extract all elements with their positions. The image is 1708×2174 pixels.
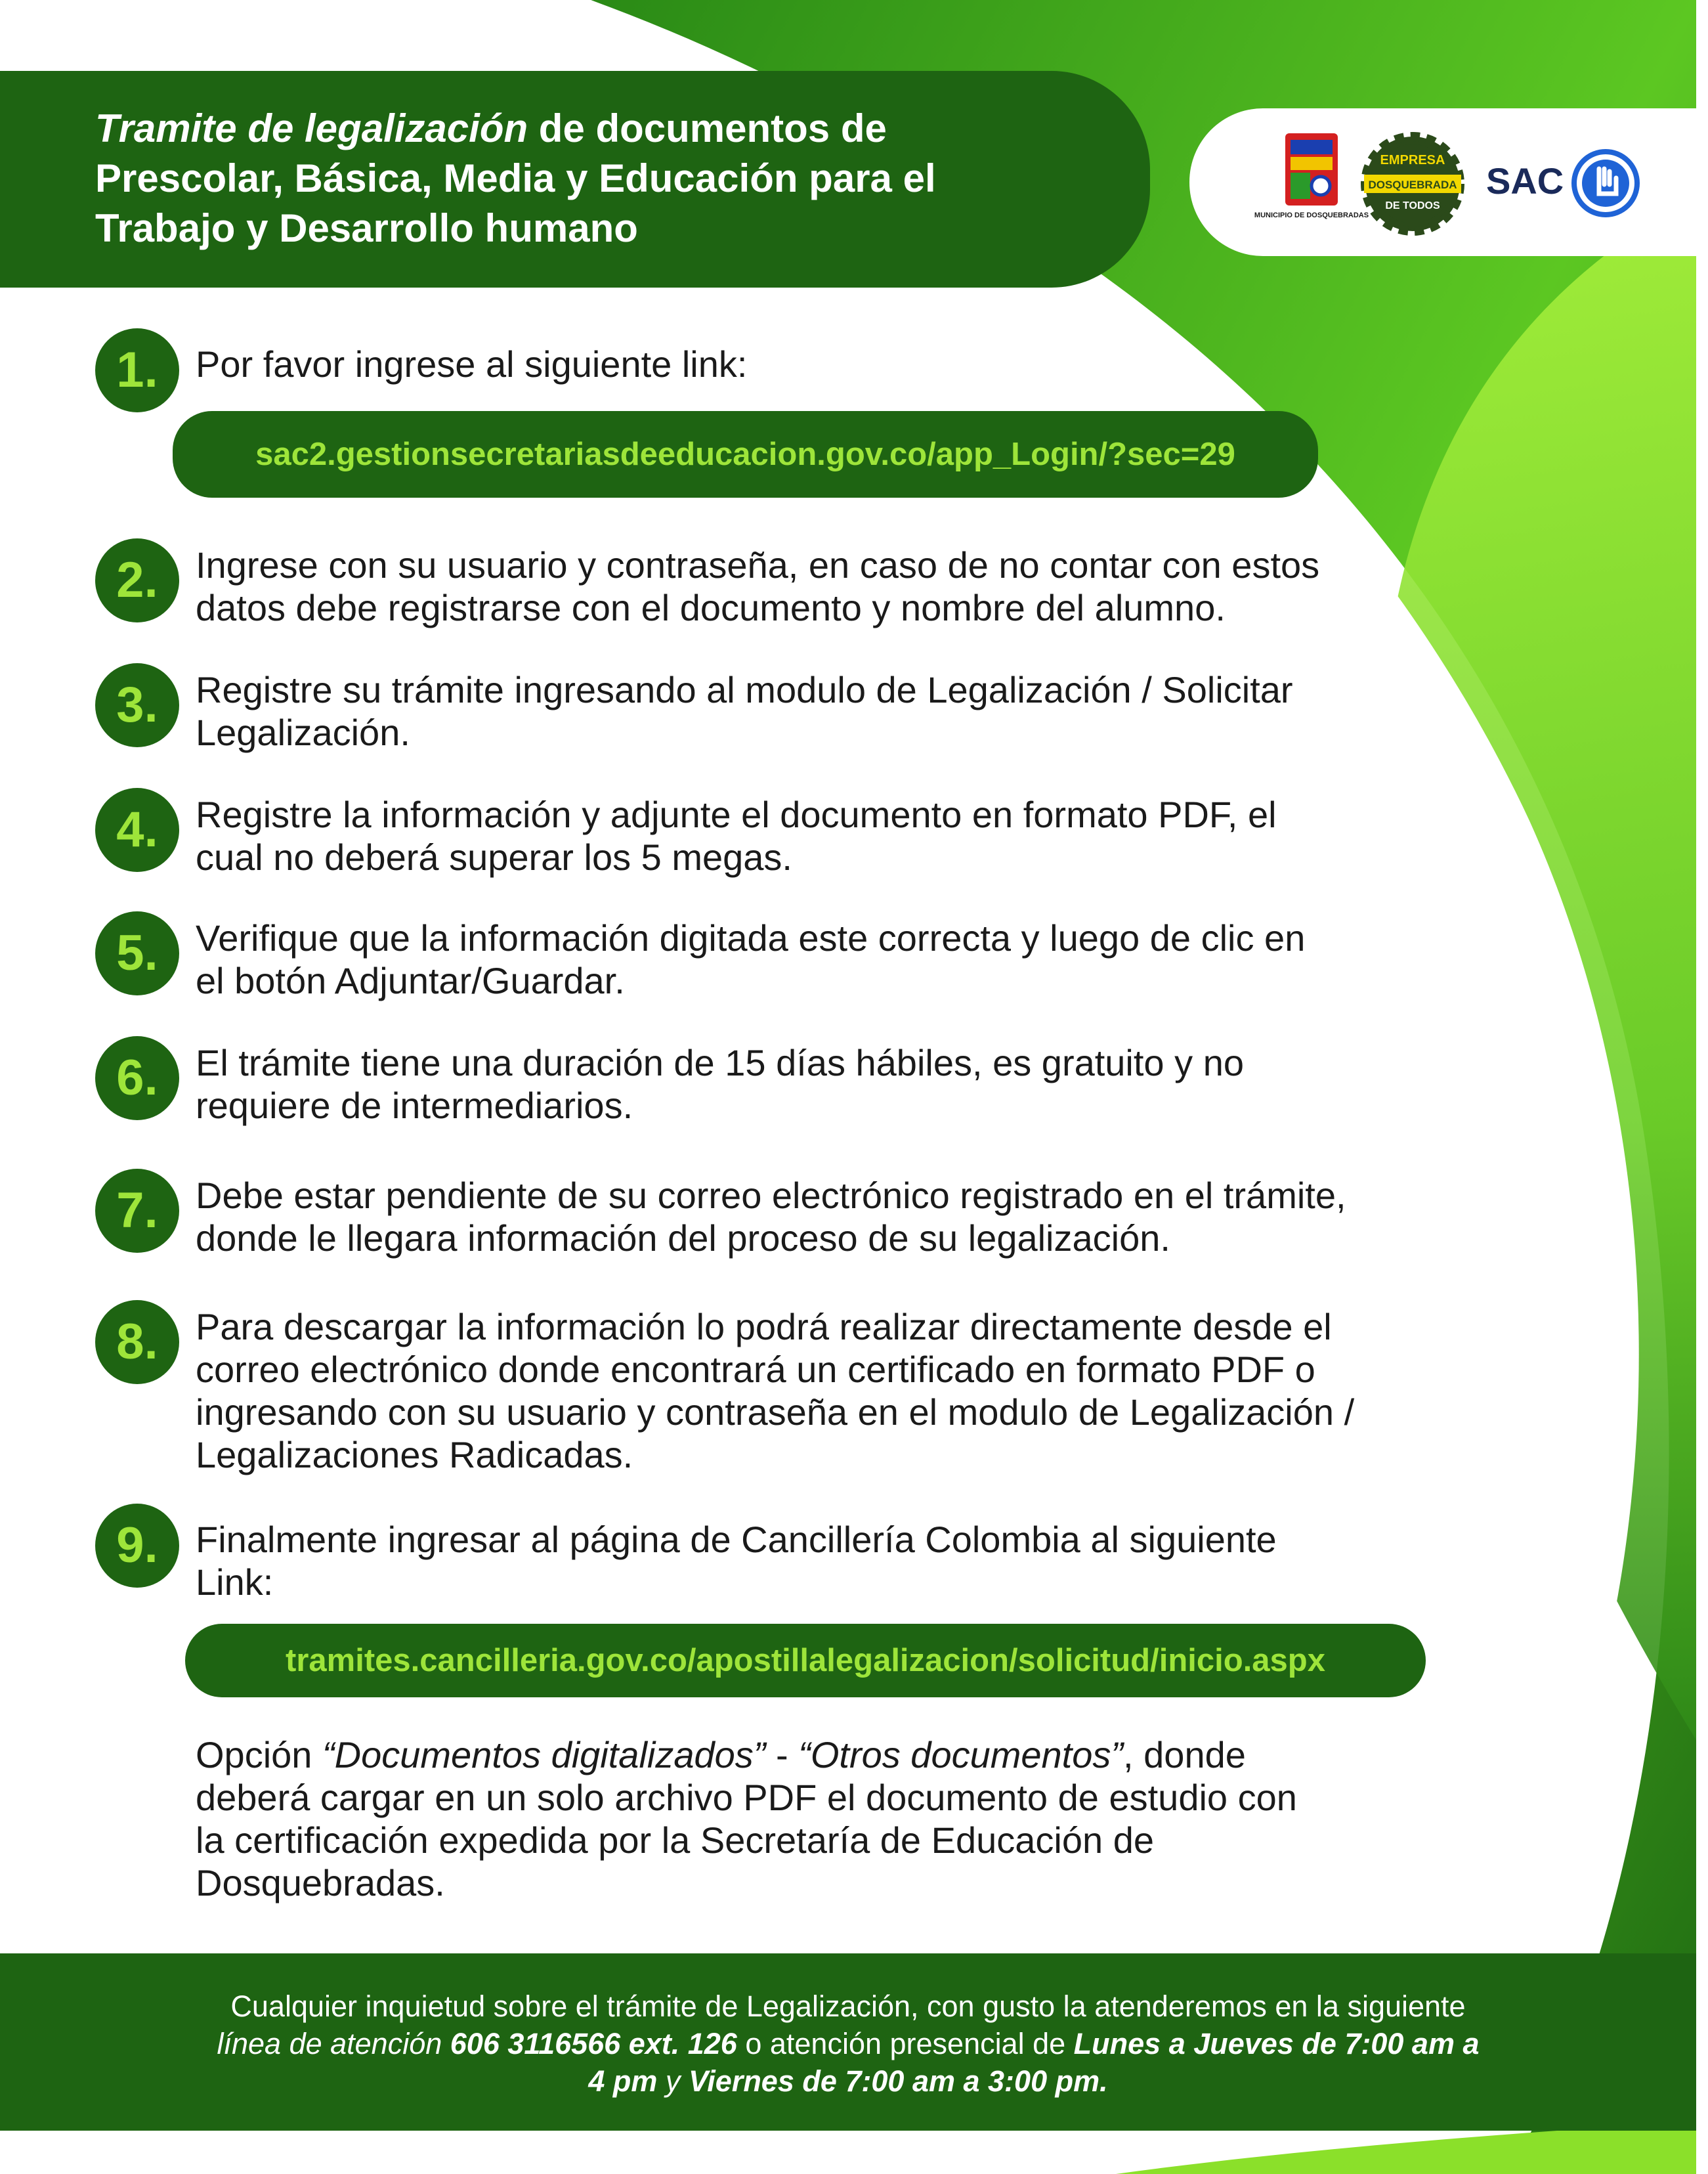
step-text bbox=[196, 1305, 1354, 1476]
step-line: El trámite tiene una duración de 15 días hábiles, es gratuito y no bbox=[196, 1042, 1244, 1083]
step-text bbox=[196, 1041, 1244, 1127]
empresa-bottom: DE TODOS bbox=[1385, 200, 1440, 211]
step-number: 1. bbox=[95, 328, 179, 412]
option-paragraph bbox=[196, 1733, 1443, 1904]
step-text bbox=[196, 1174, 1346, 1259]
footer-hours-2: 4 pm bbox=[588, 2064, 658, 2098]
step-line: ingresando con su usuario y contraseña en el modulo de Legalización / bbox=[196, 1391, 1355, 1433]
step-line: Debe estar pendiente de su correo electrónico registrado en el trámite, bbox=[196, 1175, 1346, 1216]
option-line: Dosquebradas. bbox=[196, 1862, 445, 1903]
step-line: Ingrese con su usuario y contraseña, en caso de no contar con estos bbox=[196, 544, 1320, 586]
step-number: 5. bbox=[95, 911, 179, 995]
footer-line3-b: y bbox=[657, 2064, 689, 2098]
step-number: 2. bbox=[95, 538, 179, 622]
step-number: 6. bbox=[95, 1036, 179, 1120]
option-doc1: “Documentos digitalizados” bbox=[322, 1734, 766, 1775]
step-line: Link: bbox=[196, 1561, 274, 1603]
cancilleria-link[interactable]: tramites.cancilleria.gov.co/apostillalegalizacion/solicitud/inicio.aspx bbox=[185, 1624, 1426, 1697]
option-line: deberá cargar en un solo archivo PDF el documento de estudio con bbox=[196, 1777, 1297, 1818]
step-line: cual no deberá superar los 5 megas. bbox=[196, 837, 792, 878]
step-line: Registre su trámite ingresando al modulo de Legalización / Solicitar bbox=[196, 669, 1293, 710]
footer-phone: 606 3116566 ext. 126 bbox=[450, 2027, 737, 2060]
step-line: el botón Adjuntar/Guardar. bbox=[196, 960, 625, 1001]
step-line: Legalización. bbox=[196, 712, 410, 753]
option-line: la certificación expedida por la Secretaría de Educación de bbox=[196, 1819, 1154, 1861]
municipio-label: MUNICIPIO DE DOSQUEBRADAS bbox=[1254, 211, 1369, 219]
step-text bbox=[196, 668, 1293, 754]
step-text bbox=[196, 343, 747, 385]
step-number: 9. bbox=[95, 1504, 179, 1588]
empresa-band: DOSQUEBRADA bbox=[1368, 179, 1457, 191]
option-prefix: Opción bbox=[196, 1734, 322, 1775]
step-line: Legalizaciones Radicadas. bbox=[196, 1434, 633, 1475]
footer-line1: Cualquier inquietud sobre el trámite de Legalización, con gusto la atenderemos en la siguiente bbox=[230, 1989, 1466, 2023]
footer-hours-1: Lunes a Jueves de 7:00 am a bbox=[1073, 2027, 1480, 2060]
step-line: Por favor ingrese al siguiente link: bbox=[196, 343, 748, 385]
footer-line2-a: línea de atención bbox=[217, 2027, 450, 2060]
sac-hand-icon bbox=[1570, 148, 1641, 219]
empresa-gear-icon bbox=[1360, 131, 1465, 236]
footer-text bbox=[66, 1988, 1631, 2100]
step-line: donde le llegara información del proceso de su legalización. bbox=[196, 1217, 1170, 1259]
sac-label: SAC bbox=[1486, 160, 1564, 202]
step-number: 4. bbox=[95, 788, 179, 872]
empresa-top: EMPRESA bbox=[1380, 153, 1445, 167]
option-rest: , donde bbox=[1123, 1734, 1246, 1775]
option-sep: - bbox=[765, 1734, 799, 1775]
step-line: datos debe registrarse con el documento y nombre del alumno. bbox=[196, 587, 1226, 628]
step-text bbox=[196, 917, 1305, 1002]
option-doc2: “Otros documentos” bbox=[798, 1734, 1124, 1775]
sac-login-link[interactable]: sac2.gestionsecretariasdeeducacion.gov.co/app_Login/?sec=29 bbox=[173, 411, 1318, 498]
footer bbox=[0, 1953, 1696, 2131]
step-line: correo electrónico donde encontrará un certificado en formato PDF o bbox=[196, 1349, 1315, 1390]
step-line: Para descargar la información lo podrá realizar directamente desde el bbox=[196, 1306, 1332, 1347]
step-number: 7. bbox=[95, 1169, 179, 1253]
step-text bbox=[196, 793, 1277, 879]
footer-line2-c: o atención presencial de bbox=[737, 2027, 1074, 2060]
title-line3: Trabajo y Desarrollo humano bbox=[95, 206, 638, 250]
footer-hours-3: Viernes de 7:00 am a 3:00 pm. bbox=[688, 2064, 1108, 2098]
step-line: Registre la información y adjunte el documento en formato PDF, el bbox=[196, 794, 1277, 835]
step-line: requiere de intermediarios. bbox=[196, 1085, 633, 1126]
municipio-shield-icon bbox=[1254, 133, 1369, 232]
title-line2: Prescolar, Básica, Media y Educación para el bbox=[95, 156, 936, 200]
step-text bbox=[196, 544, 1319, 629]
step-text bbox=[196, 1518, 1277, 1603]
page-title bbox=[95, 104, 1119, 253]
title-line1-rest: de documentos de bbox=[528, 106, 887, 150]
step-number: 8. bbox=[95, 1300, 179, 1384]
step-line: Verifique que la información digitada este correcta y luego de clic en bbox=[196, 917, 1306, 959]
step-line: Finalmente ingresar al página de Cancillería Colombia al siguiente bbox=[196, 1519, 1277, 1560]
title-italic: Tramite de legalización bbox=[95, 106, 528, 150]
logos-bar bbox=[1189, 108, 1708, 256]
header-banner bbox=[0, 71, 1150, 288]
step-number: 3. bbox=[95, 663, 179, 747]
